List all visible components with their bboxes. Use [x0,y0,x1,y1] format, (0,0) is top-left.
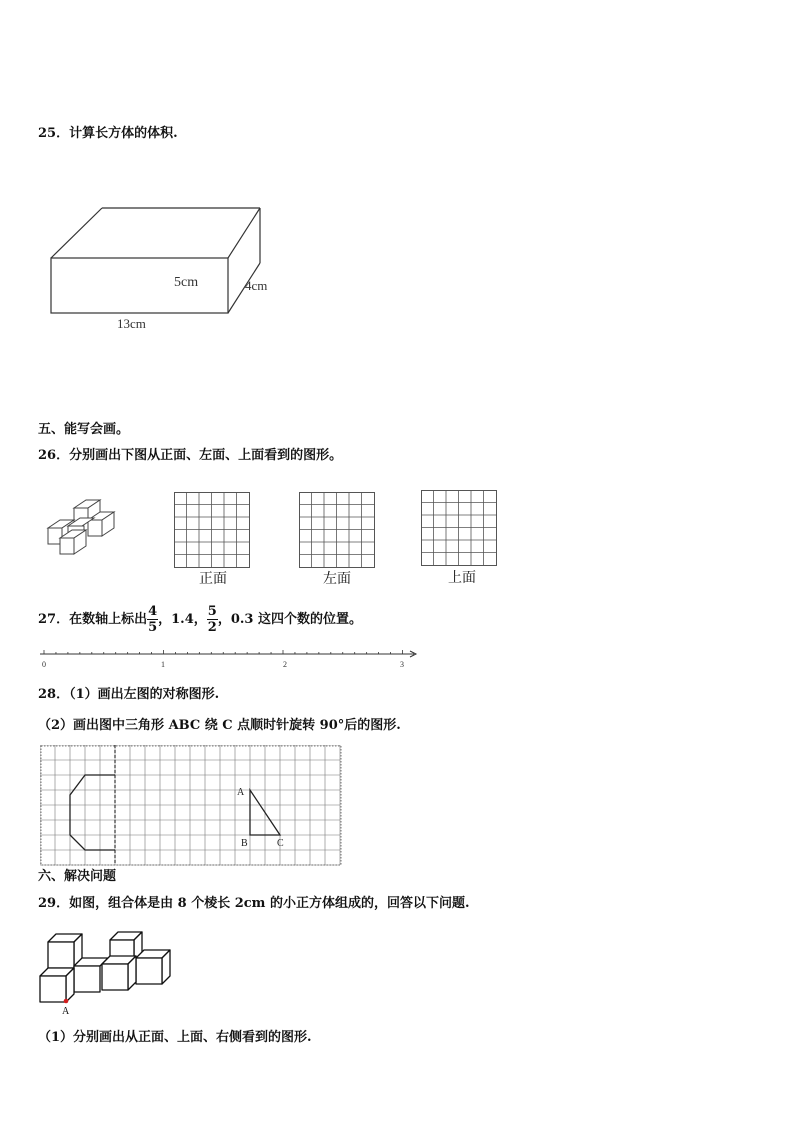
q27-prefix: 27．在数轴上标出 [38,612,148,627]
height-label: 5cm [174,275,199,290]
length-label: 13cm [117,316,146,331]
q27-mid: ，1.4， [158,612,207,627]
q27-text [38,603,362,637]
q28-part1: 28．（1）画出左图的对称图形. [38,687,220,702]
grid-label-left: 左面 [323,571,351,587]
frac2-den: 2 [207,620,217,635]
frac1-den: 5 [148,620,158,635]
fraction-4-5 [147,604,158,635]
point-a-marker [64,999,69,1004]
frac1-num: 4 [148,604,158,619]
point-b-label: B [241,838,248,849]
tick-2: 2 [283,660,287,669]
left-view-grid [299,492,375,568]
section6-title: 六、解决问题 [38,869,117,884]
cuboid-figure [40,200,290,340]
section5-title: 五、能写会画。 [38,422,130,437]
q25-text: 25．计算长方体的体积. [38,126,178,141]
q27-suffix: ，0.3 这四个数的位置。 [217,612,362,627]
tick-0: 0 [42,660,46,669]
q29-text: 29．如图，组合体是由 8 个棱长 2cm 的小正方体组成的，回答以下问题. [38,896,470,911]
grid-label-top: 上面 [448,570,476,586]
symmetry-rotation-grid [40,745,342,867]
cube-stack-figure [44,498,129,562]
q26-text: 26．分别画出下图从正面、左面、上面看到的图形。 [38,448,343,463]
frac2-num: 5 [207,604,217,619]
depth-label: 4cm [245,278,268,293]
top-view-grid [421,490,497,566]
point-c-label: C [277,838,284,849]
fraction-5-2 [207,604,218,635]
tick-3: 3 [400,660,404,669]
front-view-grid [174,492,250,568]
grid-label-front: 正面 [199,571,227,587]
point-a-label: A [237,787,245,798]
point-a-label-q29: A [62,1006,70,1016]
cube-composite-figure [38,924,178,1016]
q29-part1: （1）分别画出从正面、上面、右侧看到的图形. [38,1030,312,1045]
tick-1: 1 [161,660,165,669]
q28-part2: （2）画出图中三角形 ABC 绕 C 点顺时针旋转 90°后的图形. [38,718,401,733]
number-line [36,646,426,672]
